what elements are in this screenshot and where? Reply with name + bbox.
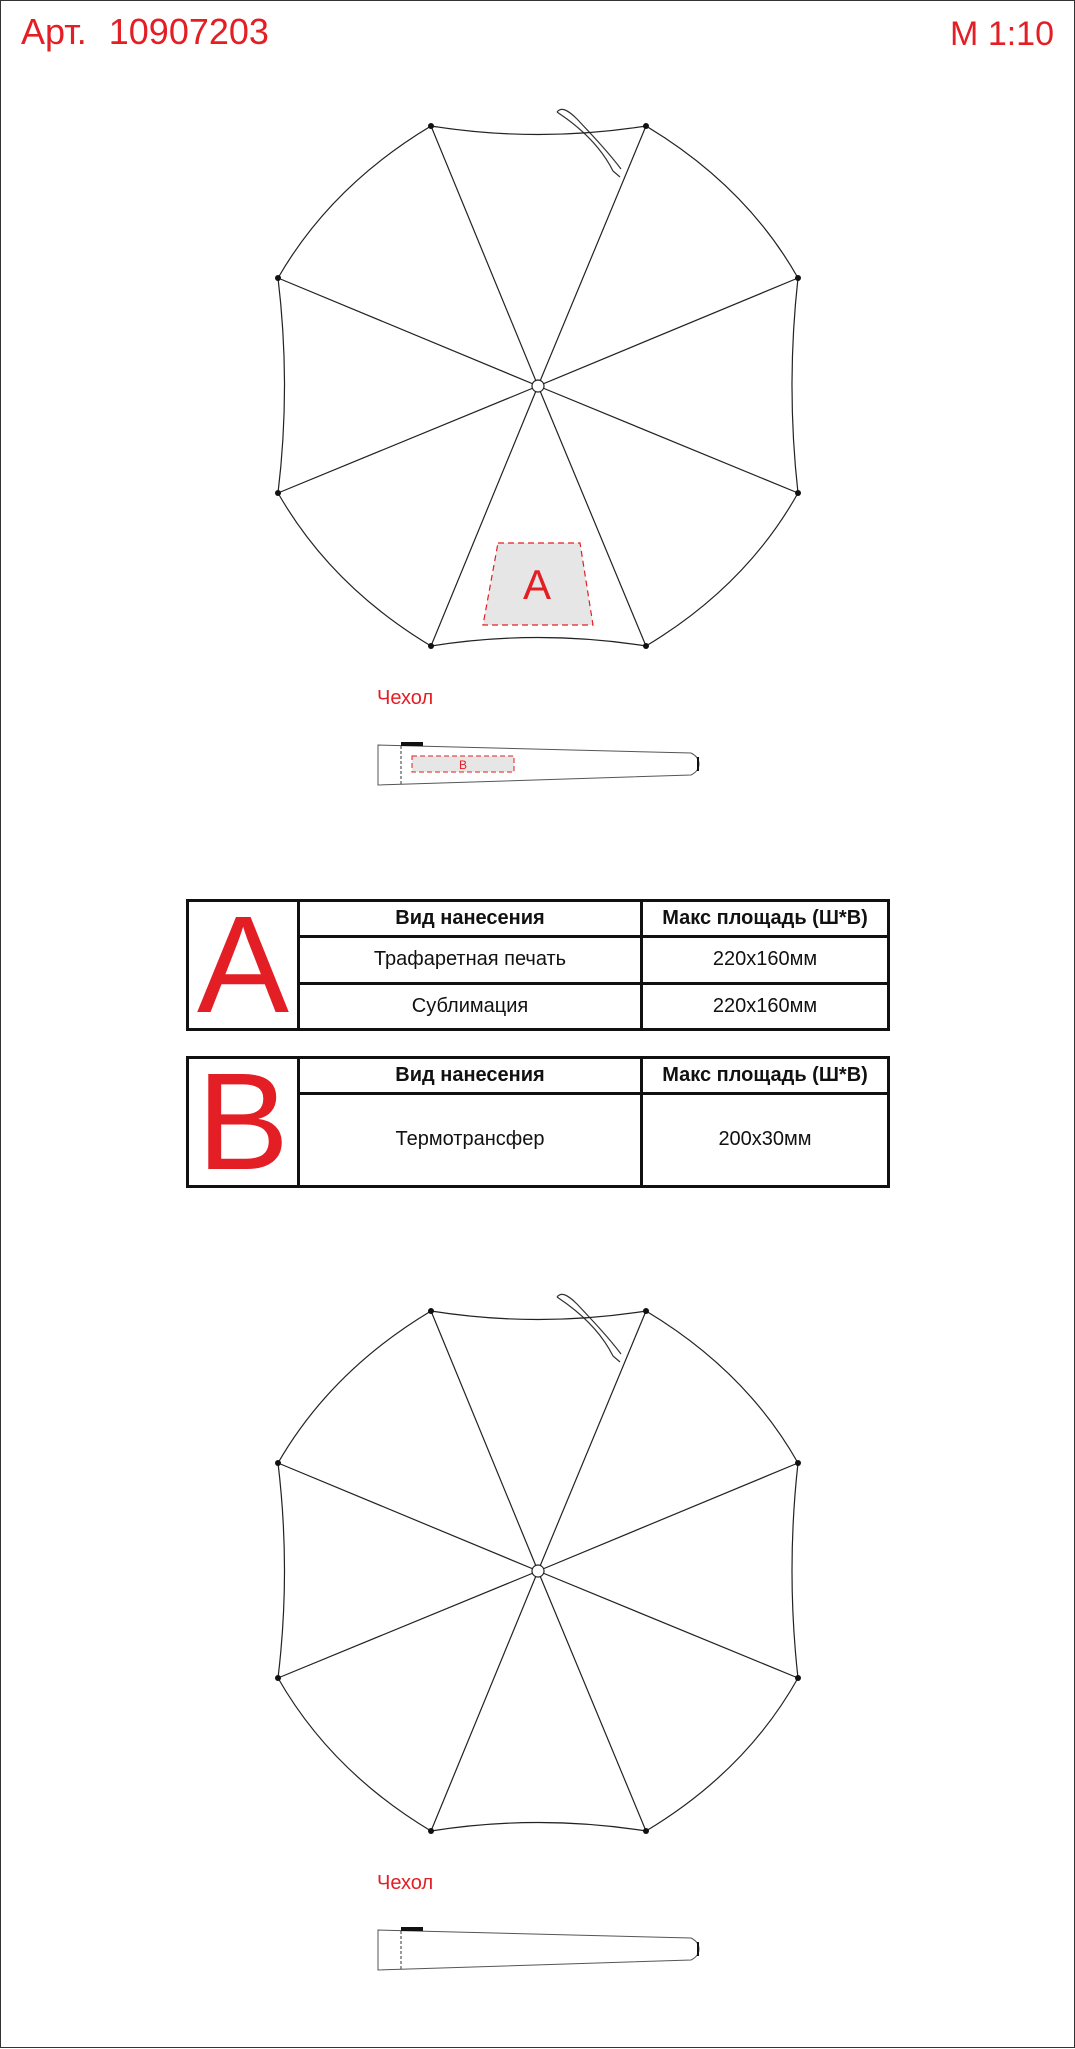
cover-caption-1: Чехол	[377, 687, 434, 709]
area-cell: 220x160мм	[712, 994, 818, 1017]
scale-label: М 1:10	[950, 15, 1054, 53]
area-cell: 200x30мм	[718, 1128, 812, 1151]
print-area-b-label: B	[458, 758, 468, 772]
col-header-method: Вид нанесения	[300, 1059, 642, 1093]
method-cell: Термотрансфер	[300, 1093, 642, 1185]
col-header-area: Макс площадь (Ш*В)	[642, 1059, 888, 1093]
col-header-method: Вид нанесения	[300, 902, 642, 936]
article-prefix: Арт.	[21, 11, 87, 52]
method-cell: Сублимация	[300, 983, 642, 1028]
umbrella-cover-2	[1, 1, 1075, 2049]
table-letter-b: B	[189, 1059, 300, 1185]
cover-caption-2: Чехол	[377, 1872, 434, 1894]
table-letter-a: A	[189, 902, 300, 1028]
article-value: 10907203	[108, 11, 269, 52]
col-header-area: Макс площадь (Ш*В)	[642, 902, 888, 936]
print-area-a-label: A	[522, 561, 552, 608]
area-cell: 220x160мм	[642, 936, 888, 983]
method-cell: Трафаретная печать	[300, 936, 642, 983]
